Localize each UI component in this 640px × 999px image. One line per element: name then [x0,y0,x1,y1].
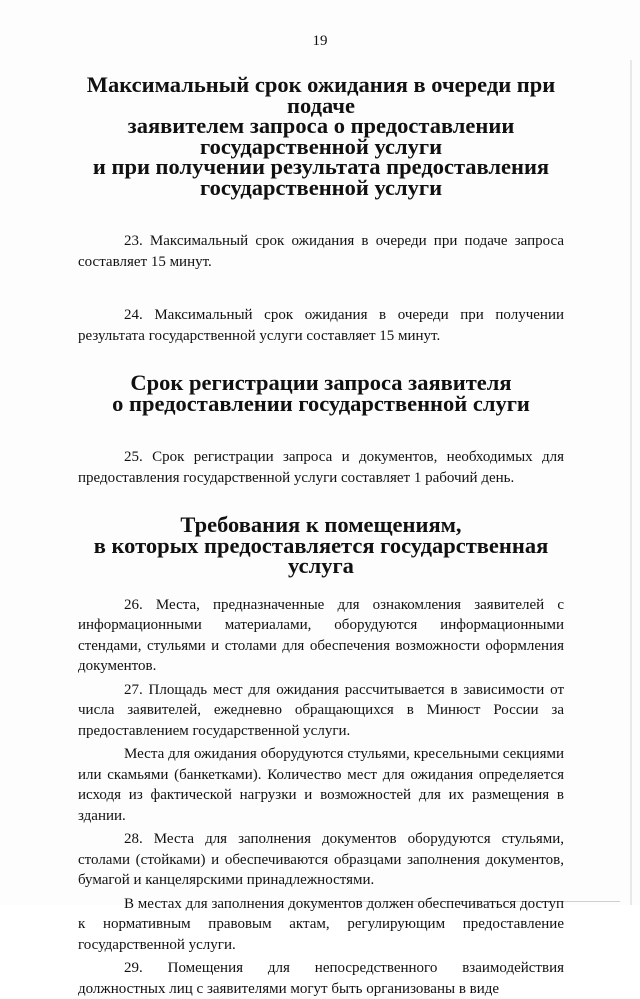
heading-line: заявителем запроса о предоставлении государственной услуги [127,113,515,159]
heading-line: о предоставлении государственной слуги [112,390,530,416]
heading-line: Срок регистрации запроса заявителя [130,370,512,395]
paragraph-29: 29. Помещения для непосредственного взаимодействия должностных лиц с заявителями могут быть организованы в виде [78,960,564,997]
paragraph-25: 25. Срок регистрации запроса и документов, необходимых для предоставления государственной услуги составляет 1 рабочий день. [78,449,564,486]
heading-line: в которых предоставляется государственная услуга [93,532,549,578]
heading-line: Максимальный срок ожидания в очереди при подаче [86,72,556,118]
document-body [78,72,564,999]
paragraph-26: 26. Места, предназначенные для ознакомления заявителей с информационными материалами, оборудуются информационными стендами, стульями и столами для обеспечения возможности оформления документов. [78,596,564,674]
heading-line: и при получении результата предоставления государственной услуги [92,154,550,200]
heading-premises [78,512,564,578]
heading-waiting-time [78,72,564,200]
paragraph-23: 23. Максимальный срок ожидания в очереди при подаче запроса составляет 15 минут. [78,233,564,270]
paragraph-28-continued: В местах для заполнения документов должен обеспечиваться доступ к нормативным правовым актам, регулирующим предоставление государственной услуги. [78,895,564,953]
scan-edge-shadow [630,60,632,905]
paragraph-27: 27. Площадь мест для ожидания рассчитывается в зависимости от числа заявителей, ежедневно обращающихся в Минюст России за предоставлением государственной услуги. [78,681,564,739]
heading-registration [78,370,564,416]
page-number: 19 [312,33,328,49]
paragraph-24: 24. Максимальный срок ожидания в очереди при получении результата государственной услуги составляет 15 минут. [78,307,564,344]
paragraph-28: 28. Места для заполнения документов оборудуются стульями, столами (стойками) и обеспечиваются образцами заполнения документов, бумагой и канцелярскими принадлежностями. [78,831,564,888]
heading-line: Требования к помещениям, [180,512,462,537]
paragraph-27-continued: Места для ожидания оборудуются стульями, кресельными секциями или скамьями (банкетками). Количество мест для ожидания определяется исходя из фактической нагрузки и возможностей для их размещения в здании. [78,746,564,824]
